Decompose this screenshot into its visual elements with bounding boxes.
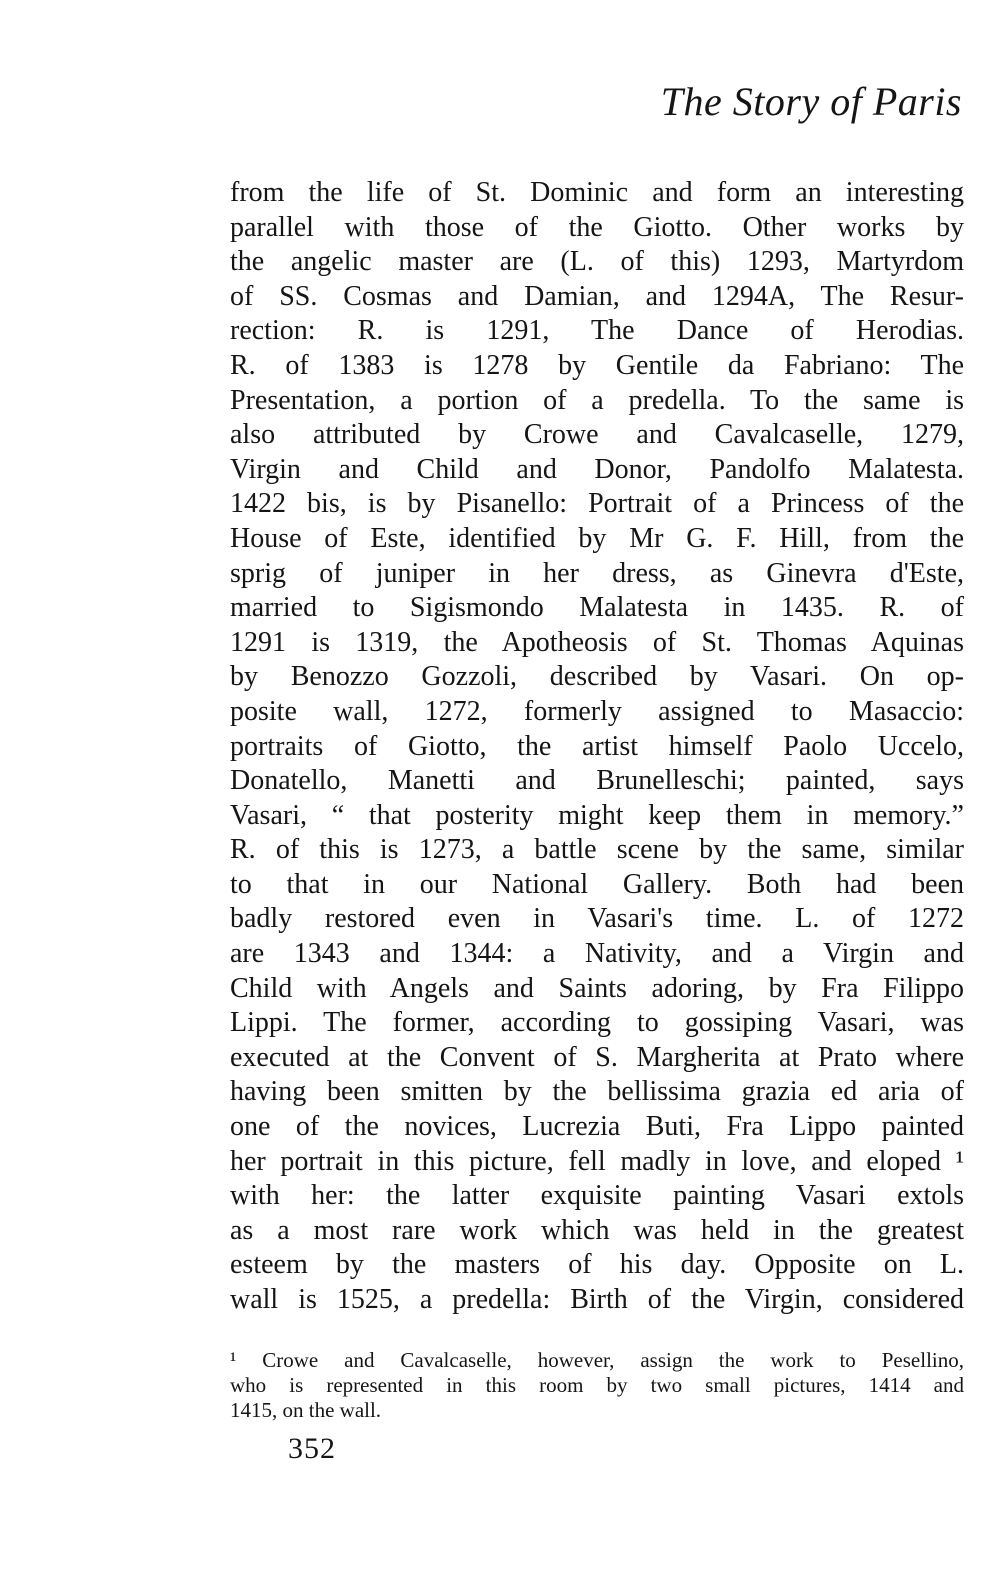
page-number: 352 [288, 1432, 336, 1465]
text-line: sprig of juniper in her dress, as Ginevra d'Este, [230, 557, 964, 589]
text-line: rection: R. is 1291, The Dance of Herodias. [230, 315, 964, 347]
text-line: 1291 is 1319, the Apotheosis of St. Thomas Aquinas [230, 626, 964, 658]
footnote-line: 1415, on the wall. [230, 1398, 382, 1422]
text-line: Vasari, “ that posterity might keep them in memory.” [230, 799, 964, 831]
text-line: R. of this is 1273, a battle scene by the same, similar [230, 834, 964, 866]
text-line: 1422 bis, is by Pisanello: Portrait of a Princess of the [230, 488, 964, 520]
text-line: are 1343 and 1344: a Nativity, and a Virgin and [230, 938, 964, 970]
footnote [230, 1348, 964, 1423]
text-line: executed at the Convent of S. Margherita at Prato where [230, 1041, 964, 1073]
footnote-line: who is represented in this room by two small pictures, 1414 and [230, 1373, 964, 1397]
text-line: to that in our National Gallery. Both had been [230, 868, 964, 900]
text-line: by Benozzo Gozzoli, described by Vasari. On op- [230, 661, 964, 693]
text-line: one of the novices, Lucrezia Buti, Fra Lippo painted [230, 1111, 964, 1143]
text-line: married to Sigismondo Malatesta in 1435. R. of [230, 592, 964, 624]
body-text [230, 176, 964, 1318]
text-line: Lippi. The former, according to gossiping Vasari, was [230, 1007, 964, 1039]
text-line: House of Este, identified by Mr G. F. Hill, from the [230, 522, 964, 554]
footnote-line: ¹ Crowe and Cavalcaselle, however, assign the work to Pesellino, [230, 1348, 964, 1372]
text-line: also attributed by Crowe and Cavalcaselle, 1279, [230, 419, 964, 451]
text-line: her portrait in this picture, fell madly in love, and eloped ¹ [230, 1145, 964, 1177]
text-line: esteem by the masters of his day. Opposite on L. [230, 1249, 964, 1281]
text-line: having been smitten by the bellissima grazia ed aria of [230, 1076, 964, 1108]
text-line: Virgin and Child and Donor, Pandolfo Malatesta. [230, 453, 964, 485]
text-line: parallel with those of the Giotto. Other works by [230, 211, 964, 243]
text-line: with her: the latter exquisite painting Vasari extols [230, 1180, 964, 1212]
text-line: R. of 1383 is 1278 by Gentile da Fabriano: The [230, 349, 964, 381]
text-line: badly restored even in Vasari's time. L. of 1272 [230, 903, 964, 935]
text-line: as a most rare work which was held in the greatest [230, 1214, 964, 1246]
text-line: Donatello, Manetti and Brunelleschi; painted, says [230, 765, 964, 797]
text-line: Child with Angels and Saints adoring, by Fra Filippo [230, 972, 964, 1004]
text-line: the angelic master are (L. of this) 1293, Martyrdom [230, 246, 964, 278]
text-line: wall is 1525, a predella: Birth of the Virgin, considered [230, 1284, 964, 1315]
text-line: Presentation, a portion of a predella. To the same is [230, 384, 964, 416]
text-line: of SS. Cosmas and Damian, and 1294A, The Resur- [230, 280, 964, 312]
text-line: portraits of Giotto, the artist himself Paolo Uccelo, [230, 730, 964, 762]
text-line: posite wall, 1272, formerly assigned to Masaccio: [230, 695, 964, 727]
text-line: from the life of St. Dominic and form an interesting [230, 177, 964, 208]
running-head: The Story of Paris [660, 79, 962, 124]
